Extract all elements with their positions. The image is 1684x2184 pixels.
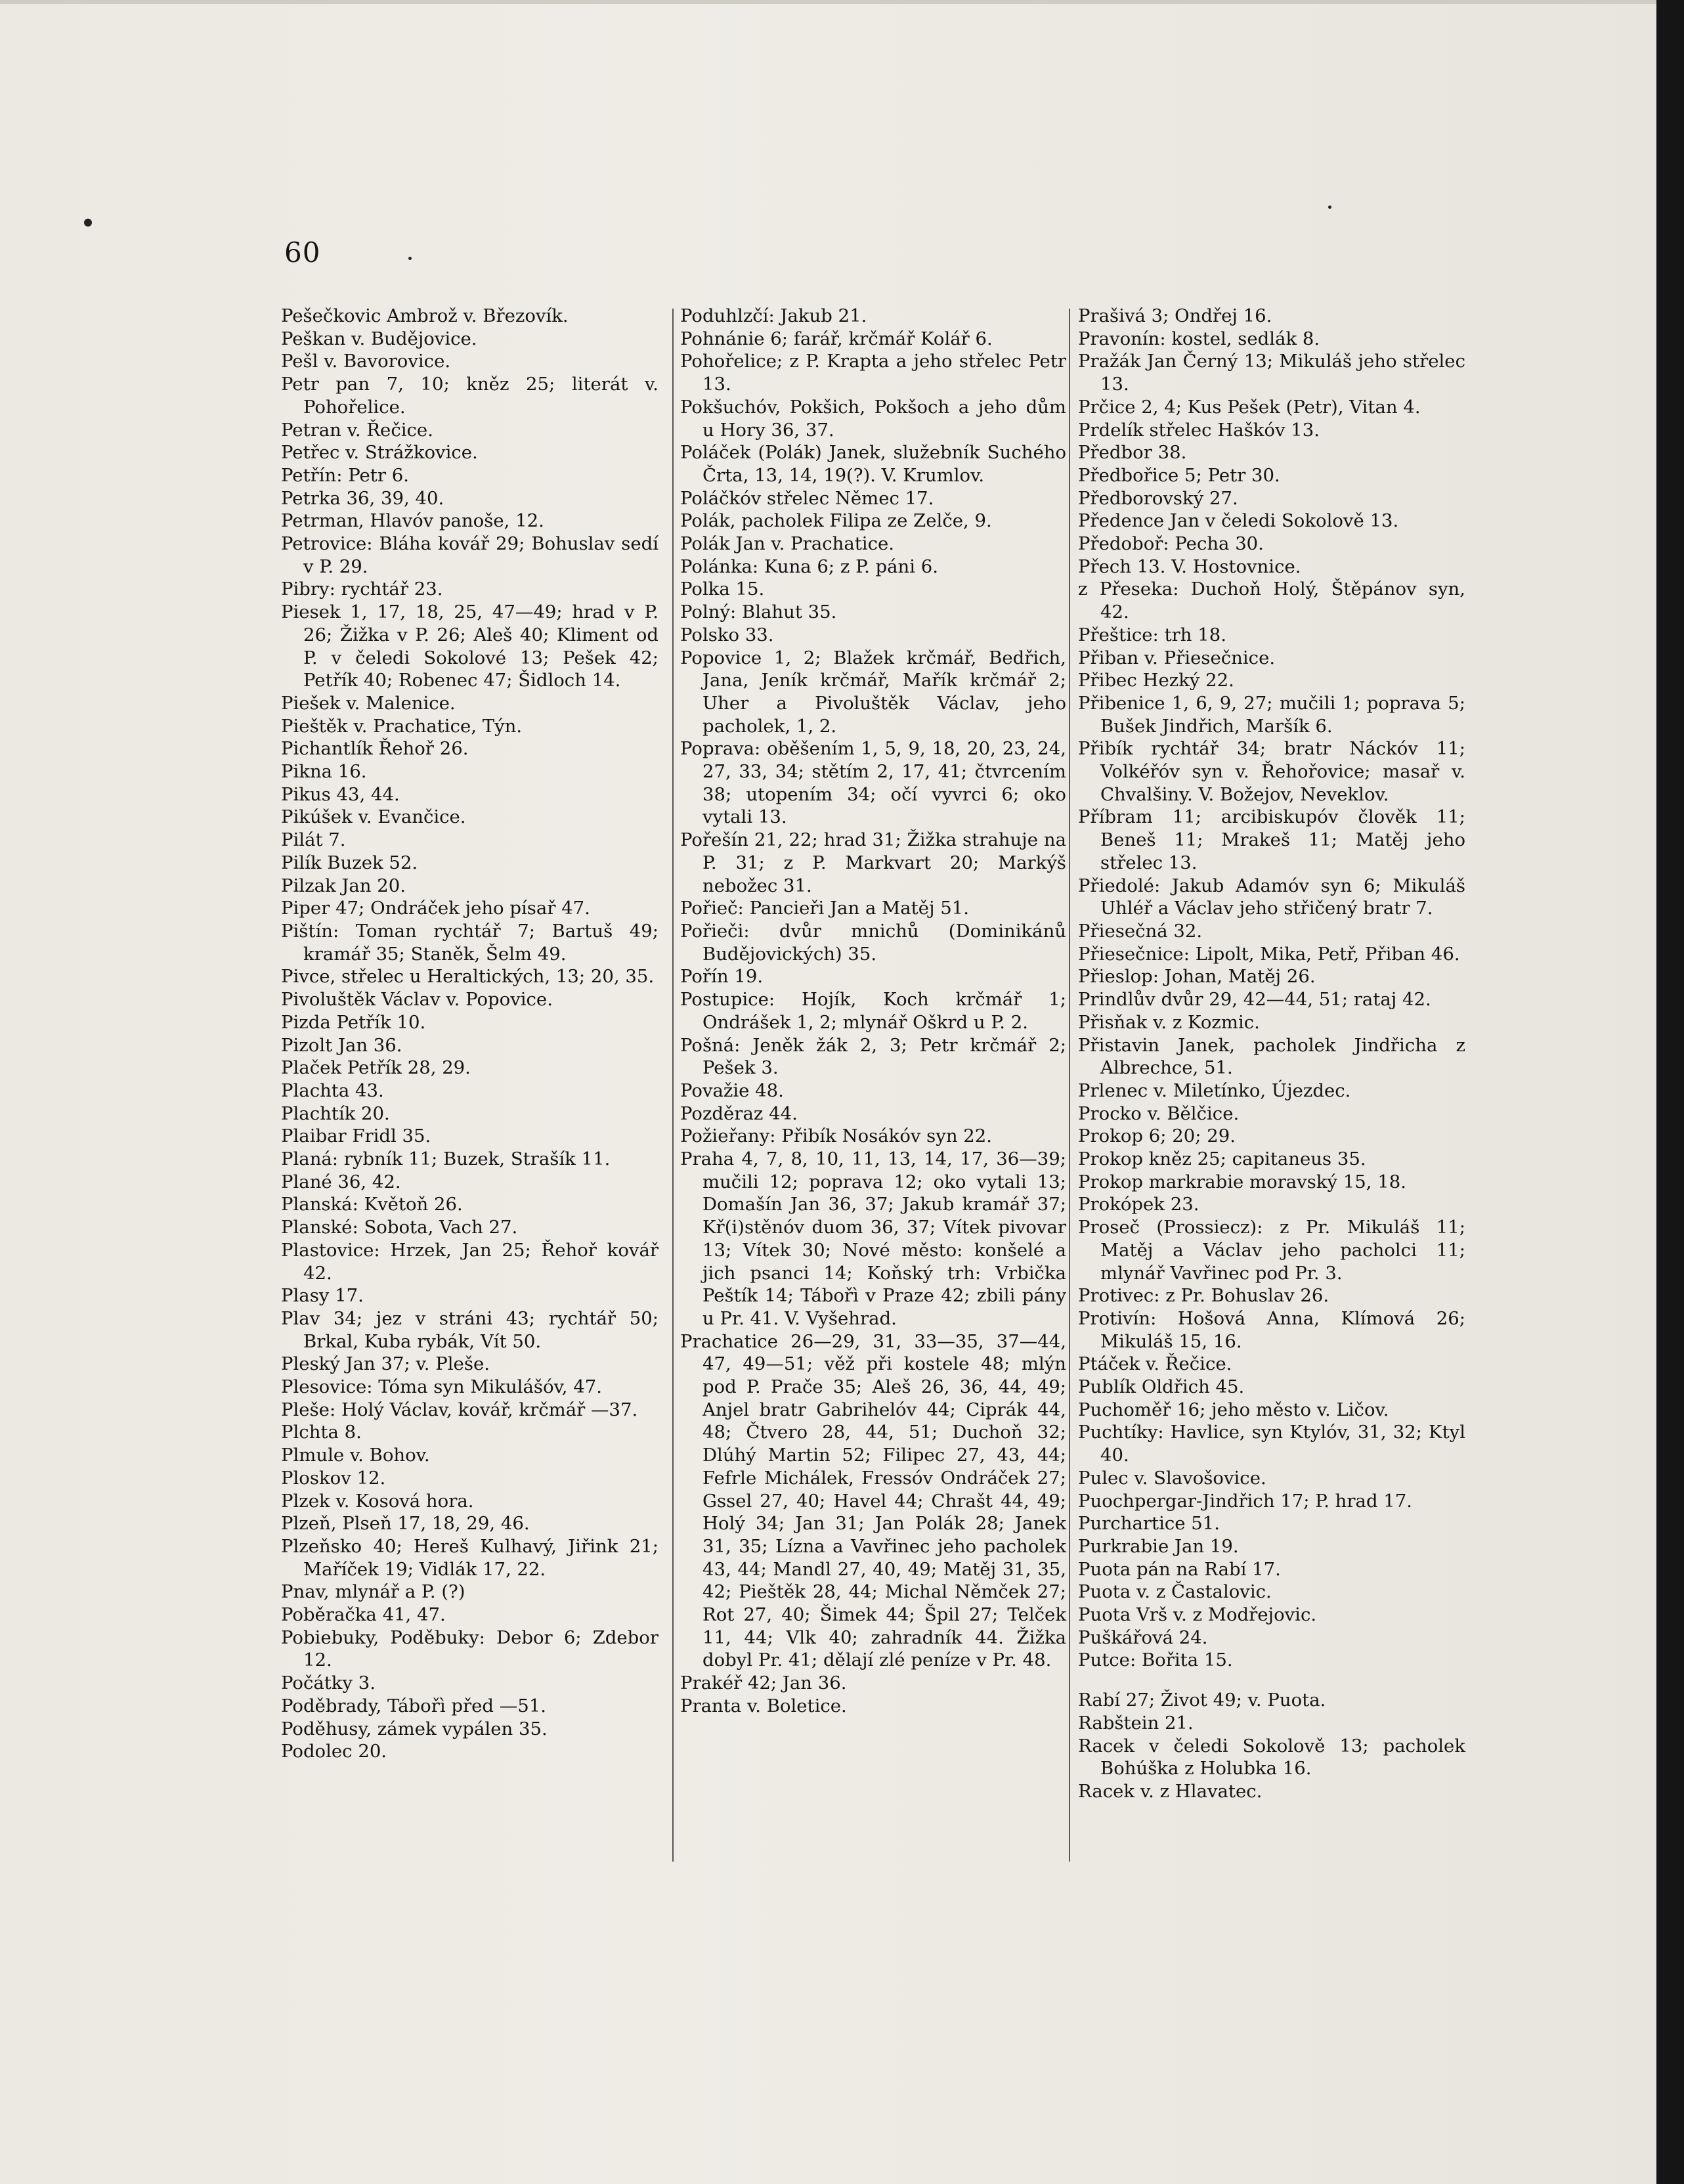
index-entry: Pleský Jan 37; v. Pleše. xyxy=(281,1353,490,1375)
index-entry: Plzek v. Kosová hora. xyxy=(281,1490,474,1512)
index-entry: Polánka: Kuna 6; z P. páni 6. xyxy=(680,556,939,577)
index-entry: Počátky 3. xyxy=(281,1672,376,1694)
column-divider xyxy=(1069,309,1070,1862)
index-entry: Přibenice 1, 6, 9, 27; mučili 1; poprava 5; Bušek Jindřich, Maršík 6. xyxy=(1078,692,1465,737)
index-entry: Piper 47; Ondráček jeho písař 47. xyxy=(281,898,590,919)
index-entry: Rabí 27; Život 49; v. Puota. xyxy=(1078,1690,1326,1711)
index-entry: Planské: Sobota, Vach 27. xyxy=(281,1217,518,1238)
index-entry: Putce: Bořita 15. xyxy=(1078,1649,1233,1671)
index-entry: Peškan v. Budějovice. xyxy=(281,328,477,349)
index-entry: Předence Jan v čeledi Sokolově 13. xyxy=(1078,510,1399,532)
index-entry: Planá: rybník 11; Buzek, Strašík 11. xyxy=(281,1148,611,1170)
ink-speck xyxy=(1328,206,1331,209)
index-entry: Rabštein 21. xyxy=(1078,1712,1194,1734)
index-entry: Planská: Květoň 26. xyxy=(281,1194,463,1215)
index-entry: Proseč (Prossiecz): z Pr. Mikuláš 11; Matěj a Václav jeho pacholci 11; mlynář Vavřinec pod Pr. 3. xyxy=(1078,1217,1465,1284)
index-entry: Protivín: Hošová Anna, Klímová 26; Mikuláš 15, 16. xyxy=(1078,1307,1465,1352)
index-entry: Pešl v. Bavorovice. xyxy=(281,351,451,372)
ink-speck xyxy=(84,219,92,227)
index-entry: Petrovice: Bláha kovář 29; Bohuslav sedí v P. 29. xyxy=(281,533,658,577)
index-entry: Pivce, střelec u Heraltických, 13; 20, 35. xyxy=(281,966,655,988)
index-entry: Pichantlík Řehoř 26. xyxy=(281,738,469,760)
index-entry: Pivoluštěk Václav v. Popovice. xyxy=(281,989,553,1011)
index-entry: Pikúšek v. Evančice. xyxy=(281,806,466,828)
index-entry: Polák, pacholek Filipa ze Zelče, 9. xyxy=(680,510,992,532)
index-entry: Pikus 43, 44. xyxy=(281,783,400,805)
index-entry: Plchta 8. xyxy=(281,1422,362,1443)
index-entry: Ploskov 12. xyxy=(281,1467,386,1489)
index-entry: Petrka 36, 39, 40. xyxy=(281,487,444,509)
index-entry: Přistavin Janek, pacholek Jindřicha z Albrechce, 51. xyxy=(1078,1034,1465,1079)
index-entry: Pořešín 21, 22; hrad 31; Žižka strahuje na P. 31; z P. Markvart 20; Markýš nebožec 31. xyxy=(680,829,1066,896)
index-entry: Požieřany: Přibík Nosákóv syn 22. xyxy=(680,1125,993,1147)
index-entry: Pilzak Jan 20. xyxy=(281,875,406,896)
index-entry: Procko v. Bělčice. xyxy=(1078,1103,1240,1124)
index-entry: Pilát 7. xyxy=(281,829,346,851)
index-entry: Poprava: oběšením 1, 5, 9, 18, 20, 23, 24, 27, 33, 34; stětím 2, 17, 41; čtvrcením 38; utopením 34; očí vyvrci 6; oko vytali 13. xyxy=(680,738,1066,828)
index-entry: Polák Jan v. Prachatice. xyxy=(680,533,894,555)
index-entry: Pulec v. Slavošovice. xyxy=(1078,1467,1266,1489)
index-entry: Polka 15. xyxy=(680,579,765,600)
index-entry: Puškářová 24. xyxy=(1078,1627,1208,1648)
index-entry: Prakéř 42; Jan 36. xyxy=(680,1672,847,1694)
index-entry: Polsko 33. xyxy=(680,624,774,645)
index-entry: Pilík Buzek 52. xyxy=(281,852,418,873)
index-entry: Pražák Jan Černý 13; Mikuláš jeho střelec 13. xyxy=(1078,351,1465,395)
index-entry: Praha 4, 7, 8, 10, 11, 13, 14, 17, 36—39; mučili 12; poprava 12; oko vytali 13; Domašín Jan 36, 37; Jakub kramář 37; Kř(i)stěnóv duom 36, 37; Vítek pivovar 13; Vítek 30; Nové město: konšelé a jich psanci 14; Koňský trh: Vrbička Peštík 14; Tábořì v Praze 42; zbili pány u Pr. 41. V. Vyšehrad. xyxy=(680,1148,1066,1329)
index-entry: Pištín: Toman rychtář 7; Bartuš 49; kramář 35; Staněk, Šelm 49. xyxy=(281,920,658,965)
index-entry: Pibry: rychtář 23. xyxy=(281,579,443,600)
index-entry: Pravonín: kostel, sedlák 8. xyxy=(1078,328,1320,349)
index-entry: Petřín: Petr 6. xyxy=(281,464,409,486)
index-entry: Plav 34; jez v stráni 43; rychtář 50; Brkal, Kuba rybák, Vít 50. xyxy=(281,1307,658,1352)
index-entry: Přibík rychtář 34; bratr Náckóv 11; Volkéřóv syn v. Řehořovice; masař v. Chvalšiny. V. Božejov, Neveklov. xyxy=(1078,738,1465,805)
index-entry: Předbor 38. xyxy=(1078,442,1187,464)
index-entry: Plaček Petřík 28, 29. xyxy=(281,1057,471,1079)
index-entry: Přiesečnice: Lipolt, Mika, Petř, Přiban 46. xyxy=(1078,943,1460,965)
index-entry: Puochpergar-Jindřich 17; P. hrad 17. xyxy=(1078,1490,1413,1512)
index-entry: Pizda Petřík 10. xyxy=(281,1011,426,1033)
index-entry: Plzeň, Plseň 17, 18, 29, 46. xyxy=(281,1513,530,1535)
index-entry: Pořieči: dvůr mnichů (Dominikánů Budějovických) 35. xyxy=(680,920,1066,965)
index-entry: Podolec 20. xyxy=(281,1741,387,1762)
index-entry: Prčice 2, 4; Kus Pešek (Petr), Vitan 4. xyxy=(1078,396,1421,418)
index-entry: Purkrabie Jan 19. xyxy=(1078,1535,1239,1557)
index-entry: Poděbrady, Tábořì před —51. xyxy=(281,1695,546,1716)
index-entry: Poláčkóv střelec Němec 17. xyxy=(680,487,934,509)
index-entry: Postupice: Hojík, Koch krčmář 1; Ondrášek 1, 2; mlynář Oškrd u P. 2. xyxy=(680,989,1066,1033)
index-entry: Piesek 1, 17, 18, 25, 47—49; hrad v P. 26; Žižka v P. 26; Aleš 40; Kliment od P. v čeledi Sokolové 13; Pešek 42; Petřík 40; Robenec 47; Šidloch 14. xyxy=(281,601,658,691)
scan-right-edge xyxy=(1656,0,1684,2184)
index-entry: Plesovice: Tóma syn Mikulášóv, 47. xyxy=(281,1376,603,1398)
index-entry: Plastovice: Hrzek, Jan 25; Řehoř kovář 42. xyxy=(281,1239,658,1284)
index-entry: Pleše: Holý Václav, kovář, krčmář —37. xyxy=(281,1399,638,1420)
index-entry: Petran v. Řečice. xyxy=(281,419,433,441)
index-entry: Přeštice: trh 18. xyxy=(1078,624,1226,645)
index-column-3 xyxy=(1078,305,1465,1803)
index-entry: Přiban v. Přiesečnice. xyxy=(1078,647,1276,668)
index-entry: Pizolt Jan 36. xyxy=(281,1034,402,1056)
index-entry: Purchartice 51. xyxy=(1078,1513,1220,1535)
index-entry: Prdelík střelec Haškóv 13. xyxy=(1078,419,1320,441)
index-entry: Pnav, mlynář a P. (?) xyxy=(281,1581,465,1603)
index-entry: Publík Oldřich 45. xyxy=(1078,1376,1245,1398)
index-entry: Plaibar Fridl 35. xyxy=(281,1125,431,1147)
index-entry: Přech 13. V. Hostovnice. xyxy=(1078,556,1301,577)
index-entry: Příbram 11; arcibiskupóv člověk 11; Beneš 11; Mrakeš 11; Matěj jeho střelec 13. xyxy=(1078,806,1465,873)
letter-section-gap xyxy=(1078,1672,1465,1689)
index-entry: Petr pan 7, 10; kněz 25; literát v. Pohořelice. xyxy=(281,374,658,418)
index-entry: Plzeňsko 40; Hereš Kulhavý, Jiřink 21; Maříček 19; Vidlák 17, 22. xyxy=(281,1535,658,1580)
index-entry: Petřec v. Strážkovice. xyxy=(281,442,478,464)
index-entry: Pobiebuky, Poděbuky: Debor 6; Zdebor 12. xyxy=(281,1627,658,1671)
index-entry: Ptáček v. Řečice. xyxy=(1078,1353,1232,1375)
index-entry: Pořieč: Pancieři Jan a Matěj 51. xyxy=(680,898,969,919)
index-entry: Prlenec v. Miletínko, Újezdec. xyxy=(1078,1080,1351,1101)
index-entry: Poláček (Polák) Janek, služebník Suchého Črta, 13, 14, 19(?). V. Krumlov. xyxy=(680,442,1066,486)
index-entry: Puota v. z Častalovic. xyxy=(1078,1581,1272,1603)
index-entry: Piešek v. Malenice. xyxy=(281,692,456,714)
index-entry: Pozděraz 44. xyxy=(680,1103,798,1124)
index-entry: Pieštěk v. Prachatice, Týn. xyxy=(281,715,523,737)
index-entry: Puota pán na Rabí 17. xyxy=(1078,1558,1281,1580)
index-entry: Přiedolé: Jakub Adamóv syn 6; Mikuláš Uhléř a Václav jeho střičený bratr 7. xyxy=(1078,875,1465,919)
scan-top-edge xyxy=(0,0,1684,4)
index-entry: Racek v čeledi Sokolově 13; pacholek Bohúška z Holubka 16. xyxy=(1078,1735,1465,1780)
index-entry: Považie 48. xyxy=(680,1080,784,1101)
index-entry: Petrman, Hlavóv panoše, 12. xyxy=(281,510,544,532)
index-entry: Puota Vrš v. z Modřejovic. xyxy=(1078,1604,1317,1626)
index-entry: Pikna 16. xyxy=(281,761,367,783)
index-entry: Předborovský 27. xyxy=(1078,487,1238,509)
index-entry: Přibec Hezký 22. xyxy=(1078,670,1234,691)
index-entry: Pohořelice; z P. Krapta a jeho střelec Petr 13. xyxy=(680,351,1066,395)
index-entry: Přiesečná 32. xyxy=(1078,920,1203,942)
column-divider xyxy=(672,309,674,1862)
index-entry: Přieslop: Johan, Matěj 26. xyxy=(1078,966,1316,988)
index-entry: Prachatice 26—29, 31, 33—35, 37—44, 47, 49—51; věž při kostele 48; mlýn pod P. Prače 35; Aleš 26, 36, 44, 49; Anjel bratr Gabrihelóv 44; Ciprák 44, 48; Čtvero 28, 44, 51; Duchoň 32; Dlúhý Martin 52; Filipec 27, 43, 44; Fefrle Michálek, Fressóv Ondráček 27; Gssel 27, 40; Havel 44; Chrašt 44, 49; Holý 34; Jan 31; Jan Polák 28; Janek 31, 35; Lízna a Vavřinec jeho pacholek 43, 44; Mandl 27, 40, 49; Matěj 31, 35, 42; Pieštěk 28, 44; Michal Němček 27; Rot 27, 40; Šimek 44; Špil 27; Telček 11, 44; Vlk 40; zahradník 44. Žižka dobyl Pr. 41; dělají zlé peníze v Pr. 48. xyxy=(680,1330,1066,1671)
index-entry: Pranta v. Boletice. xyxy=(680,1695,847,1716)
index-entry: Plasy 17. xyxy=(281,1285,364,1307)
index-column-1 xyxy=(281,305,658,1763)
index-entry: Puchtíky: Havlice, syn Ktylóv, 31, 32; Ktyl 40. xyxy=(1078,1422,1465,1466)
index-entry: Plmule v. Bohov. xyxy=(281,1445,430,1466)
index-entry: Pohnánie 6; farář, krčmář Kolář 6. xyxy=(680,328,993,349)
index-entry: Poběračka 41, 47. xyxy=(281,1604,446,1626)
index-entry: Pešečkovic Ambrož v. Březovík. xyxy=(281,305,569,326)
index-entry: Racek v. z Hlavatec. xyxy=(1078,1781,1263,1802)
index-entry: Prokop 6; 20; 29. xyxy=(1078,1125,1236,1147)
index-entry: Puchoměř 16; jeho město v. Ličov. xyxy=(1078,1399,1389,1420)
ink-speck xyxy=(408,257,412,260)
index-entry: Prindlův dvůr 29, 42—44, 51; rataj 42. xyxy=(1078,989,1431,1011)
page-number: 60 xyxy=(284,236,321,269)
index-entry: Protivec: z Pr. Bohuslav 26. xyxy=(1078,1285,1329,1307)
index-entry: Prašivá 3; Ondřej 16. xyxy=(1078,305,1272,326)
index-entry: Plachtík 20. xyxy=(281,1103,390,1124)
index-entry: Prokop markrabie moravský 15, 18. xyxy=(1078,1171,1406,1192)
index-entry: Prokop kněz 25; capitaneus 35. xyxy=(1078,1148,1366,1170)
index-entry: Pokšuchóv, Pokšich, Pokšoch a jeho dům u Hory 36, 37. xyxy=(680,396,1066,441)
index-entry: Předoboř: Pecha 30. xyxy=(1078,533,1264,555)
index-entry: Poděhusy, zámek vypálen 35. xyxy=(281,1718,548,1739)
index-entry: z Přeseka: Duchoň Holý, Štěpánov syn, 42. xyxy=(1078,579,1465,623)
index-entry: Polný: Blahut 35. xyxy=(680,601,837,623)
index-entry: Pošná: Jeněk žák 2, 3; Petr krčmář 2; Pešek 3. xyxy=(680,1034,1066,1079)
index-entry: Popovice 1, 2; Blažek krčmář, Bedřich, Jana, Jeník krčmář, Mařík krčmář 2; Uher a Pivoluštěk Václav, jeho pacholek, 1, 2. xyxy=(680,647,1066,737)
index-entry: Předbořice 5; Petr 30. xyxy=(1078,464,1280,486)
index-entry: Poduhlzčí: Jakub 21. xyxy=(680,305,867,326)
index-entry: Pořín 19. xyxy=(680,966,764,988)
index-entry: Plachta 43. xyxy=(281,1080,384,1101)
index-entry: Plané 36, 42. xyxy=(281,1171,401,1192)
index-column-2 xyxy=(680,305,1066,1718)
index-entry: Prokópek 23. xyxy=(1078,1194,1199,1215)
index-entry: Přisňak v. z Kozmic. xyxy=(1078,1011,1260,1033)
